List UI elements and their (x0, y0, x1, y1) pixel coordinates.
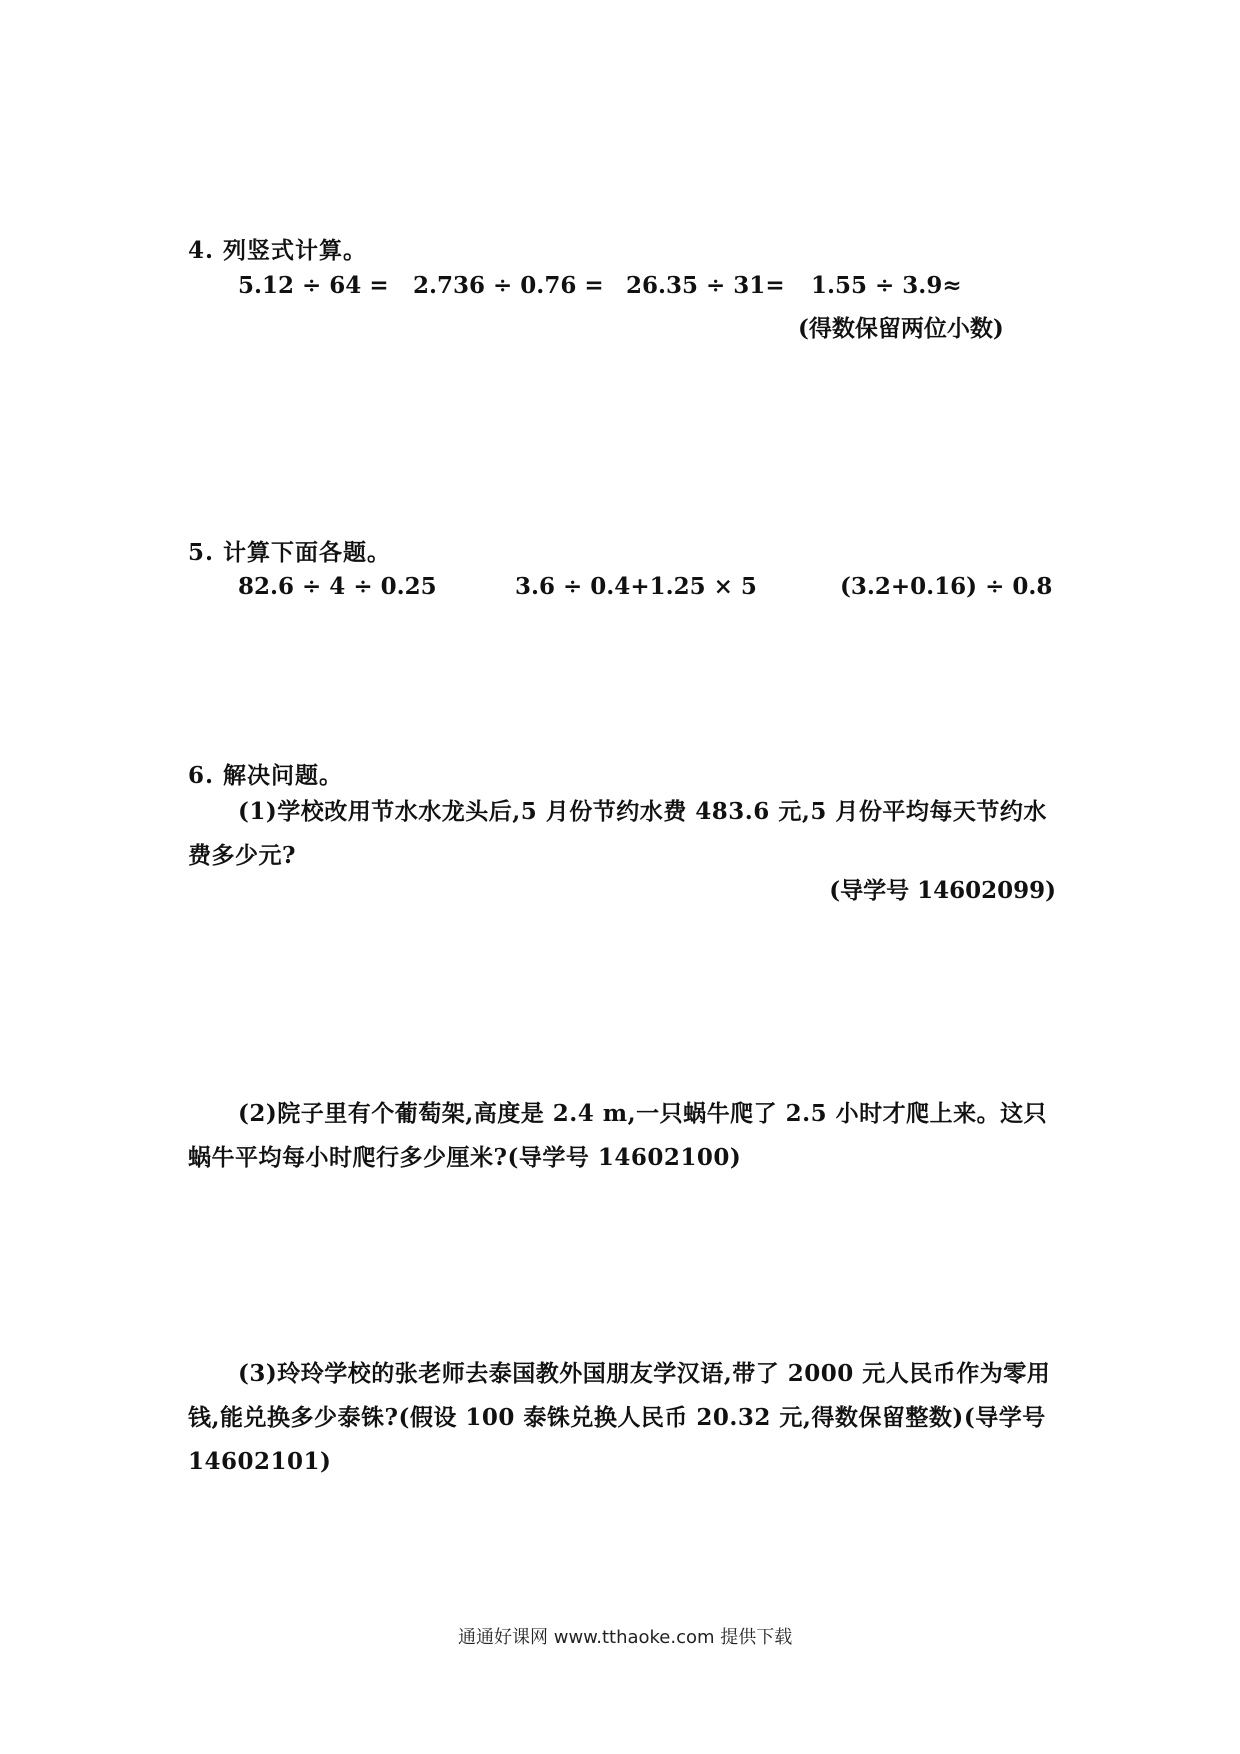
expression-4-1: 5.12 ÷ 64 = (238, 272, 389, 299)
section-4-heading: 4. 列竖式计算。 (188, 237, 368, 264)
expression-4-4: 1.55 ÷ 3.9≈ (811, 272, 962, 299)
expression-4-3: 26.35 ÷ 31= (626, 272, 785, 299)
rounding-note: (得数保留两位小数) (798, 315, 1004, 342)
expression-5-2: 3.6 ÷ 0.4+1.25 × 5 (515, 573, 757, 600)
problem-1-text: (1)学校改用节水水龙头后,5 月份节约水费 483.6 元,5 月份平均每天节约水费多少元? (188, 798, 1047, 869)
section-6-heading: 6. 解决问题。 (188, 762, 344, 789)
section-5-heading: 5. 计算下面各题。 (188, 539, 392, 566)
problem-1-reference: (导学号 14602099) (829, 877, 1056, 904)
expression-5-1: 82.6 ÷ 4 ÷ 0.25 (238, 573, 437, 600)
problem-3-text: (3)玲玲学校的张老师去泰国教外国朋友学汉语,带了 2000 元人民币作为零用钱,能兑换多少泰铢?(假设 100 泰铢兑换人民币 20.32 元,得数保留整数)(导学号 14602101) (188, 1360, 1051, 1475)
expression-5-3: (3.2+0.16) ÷ 0.8 (840, 573, 1053, 600)
problem-2-text: (2)院子里有个葡萄架,高度是 2.4 m,一只蜗牛爬了 2.5 小时才爬上来。这只蜗牛平均每小时爬行多少厘米?(导学号 14602100) (188, 1100, 1048, 1171)
footer-source: 通通好课网 www.tthaoke.com 提供下载 (458, 1627, 793, 1648)
expression-4-2: 2.736 ÷ 0.76 = (413, 272, 604, 299)
